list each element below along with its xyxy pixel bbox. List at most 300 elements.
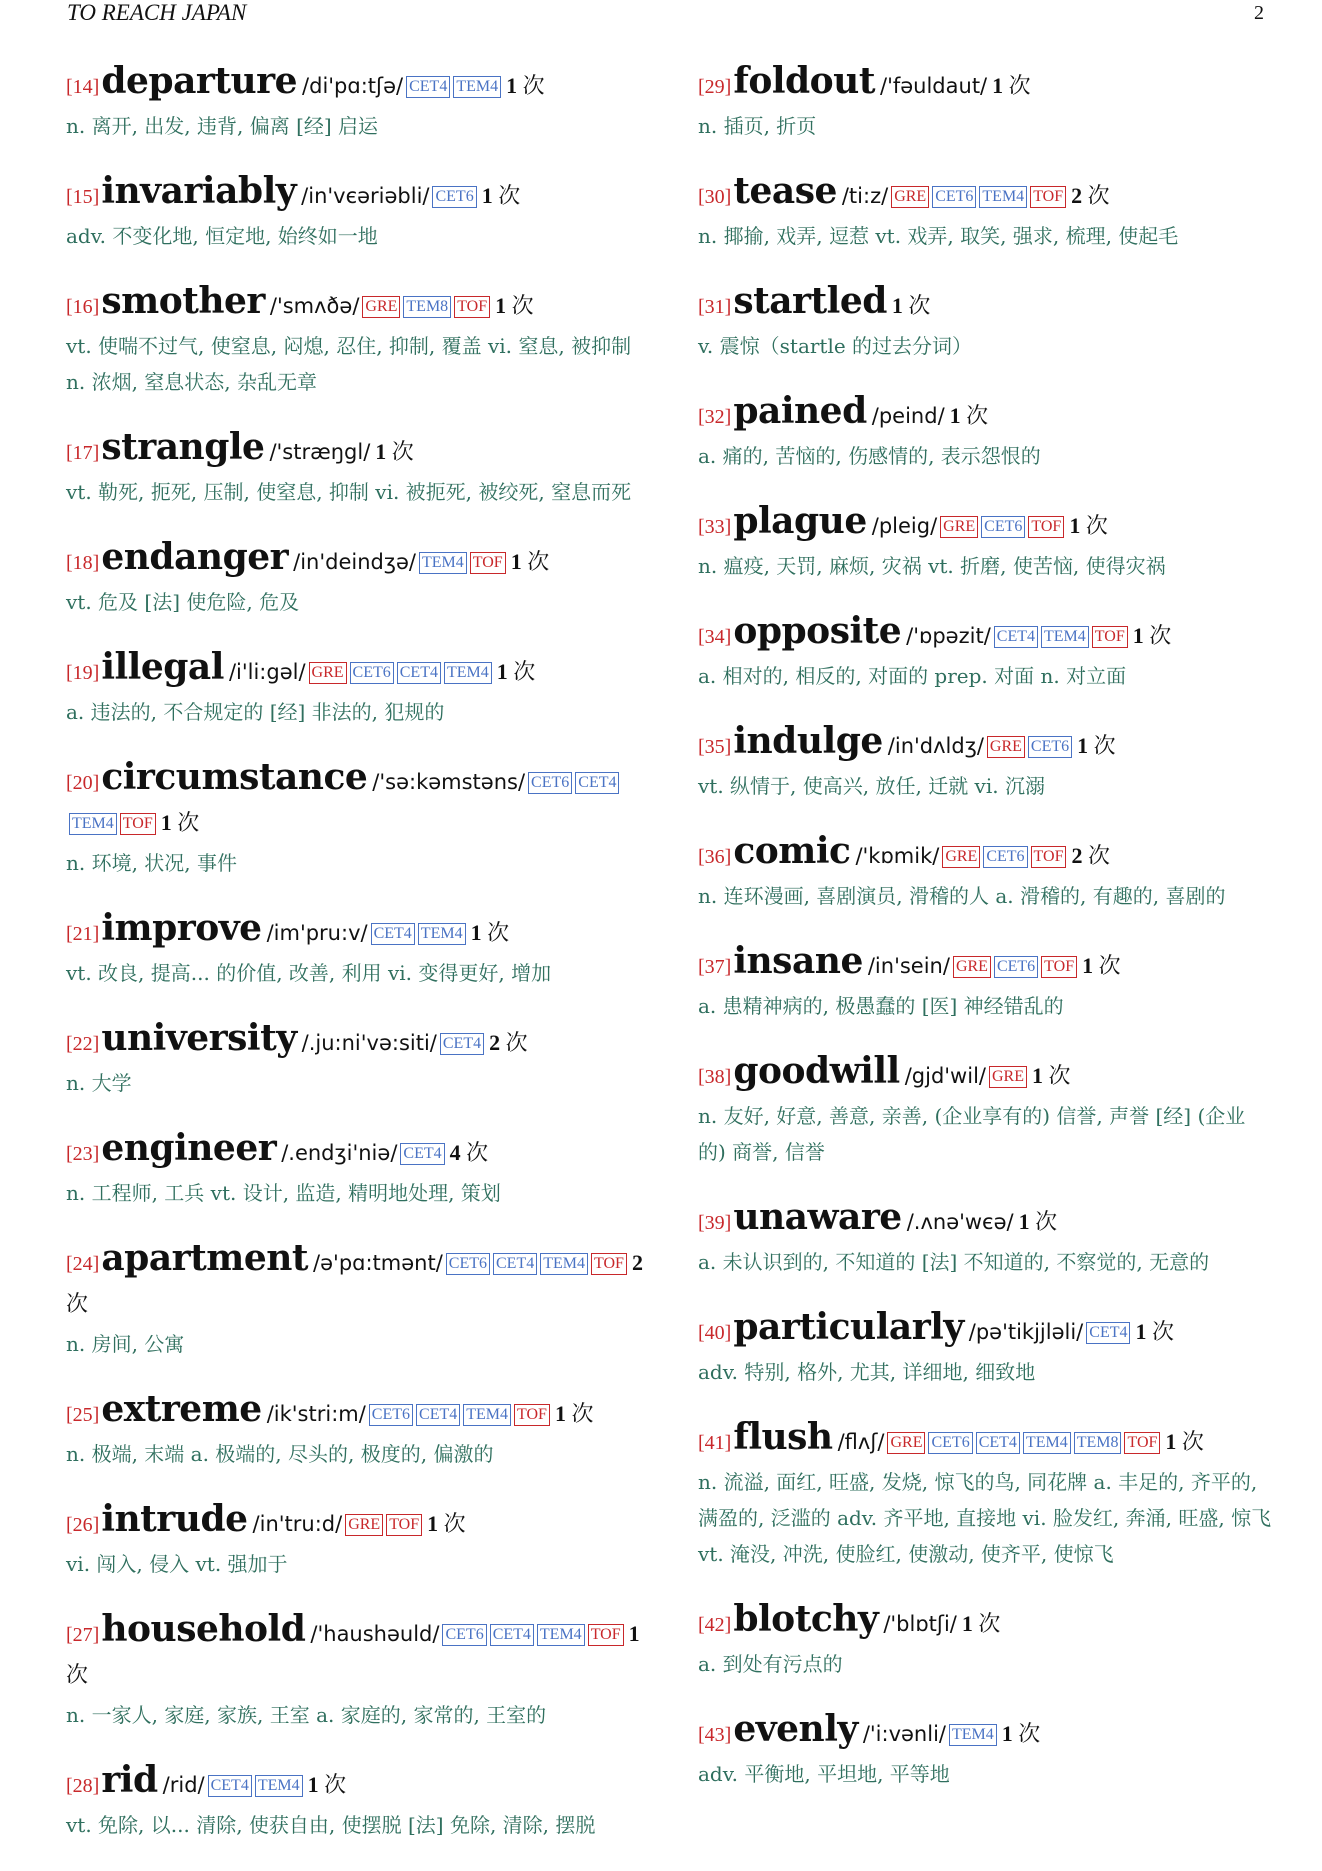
vocab-entry [698,1052,1273,1170]
frequency-unit: 次 [1048,1063,1071,1088]
frequency-unit: 次 [522,73,545,98]
frequency-unit: 次 [527,549,550,574]
exam-tag: CET6 [528,772,572,794]
exam-tag: TEM4 [1041,626,1089,648]
entry-headline [698,612,1273,658]
frequency-unit: 次 [1093,733,1116,758]
entry-headline [66,909,648,955]
entry-index: [18] [66,552,100,574]
exam-tag: GRE [987,736,1025,758]
headword: evenly [733,1708,858,1750]
frequency [992,73,1031,98]
definition: vi. 闯入, 侵入 vt. 强加于 [66,1552,288,1576]
phonetic: /in'dʌldʒ/ [887,734,984,758]
headword: comic [733,830,851,872]
headword: university [101,1017,297,1059]
frequency-count: 1 [1069,513,1081,538]
vocab-entry [66,648,648,730]
frequency-count: 1 [307,1772,319,1797]
frequency-unit: 次 [1149,623,1172,648]
frequency-count: 2 [1071,843,1083,868]
exam-tag: CET4 [440,1033,484,1055]
entry-headline [66,1761,648,1807]
exam-tag: TEM4 [540,1253,588,1275]
frequency-count: 1 [427,1511,439,1536]
frequency-count: 1 [1077,733,1089,758]
entry-headline [66,758,648,845]
definition: n. 大学 [66,1071,132,1095]
headword: strangle [101,426,265,468]
phonetic: /'blɒtʃi/ [883,1612,957,1636]
entry-index: [37] [698,956,732,978]
headword: smother [101,280,265,322]
phonetic: /flʌʃ/ [837,1430,885,1454]
frequency-unit: 次 [66,1291,89,1316]
frequency-unit: 次 [1087,843,1110,868]
phonetic: /'haushəuld/ [310,1622,440,1646]
definition: adv. 不变化地, 恒定地, 始终如一地 [66,224,378,248]
vocab-entry [698,612,1273,694]
frequency [471,920,510,945]
phonetic: /pə'tikjjləli/ [968,1320,1084,1344]
frequency-count: 1 [1082,953,1094,978]
frequency-count: 1 [506,73,518,98]
frequency [308,1772,347,1797]
exam-tag: TOF [1030,186,1066,208]
phonetic: /'stræŋgl/ [269,440,371,464]
headword: indulge [733,720,883,762]
entry-index: [42] [698,1614,732,1636]
exam-tag: TEM4 [255,1775,303,1797]
exam-tag: TOF [1028,516,1064,538]
vocab-entry [698,62,1273,144]
vocab-entry [698,392,1273,474]
headword: rid [101,1759,158,1801]
exam-tag: CET4 [493,1253,537,1275]
entry-index: [32] [698,406,732,428]
definition: n. 离开, 出发, 违背, 偏离 [经] 启运 [66,114,379,138]
frequency-unit: 次 [1035,1209,1058,1234]
frequency-count: 1 [510,549,522,574]
frequency [511,549,550,574]
vocab-entry [66,1129,648,1211]
exam-tag: GRE [989,1066,1027,1088]
headword: extreme [101,1388,262,1430]
exam-tag: GRE [362,296,400,318]
phonetic: /'fəuldaut/ [880,74,988,98]
phonetic: /rid/ [162,1773,205,1797]
frequency-count: 1 [160,810,172,835]
definition: vt. 纵情于, 使高兴, 放任, 迁就 vi. 沉溺 [698,774,1045,798]
entry-index: [25] [66,1404,100,1426]
phonetic: /in'vєəriəbli/ [301,184,430,208]
frequency-count: 1 [554,1401,566,1426]
phonetic: /in'tru:d/ [252,1512,343,1536]
vocab-entry [66,172,648,254]
headword: plague [733,500,867,542]
frequency-unit: 次 [908,293,931,318]
exam-tag: TEM4 [1023,1432,1071,1454]
exam-tag: CET6 [446,1253,490,1275]
vocab-entry [698,1198,1273,1280]
exam-tag: TOF [470,552,506,574]
entry-index: [40] [698,1322,732,1344]
entry-headline [66,1019,648,1065]
frequency-unit: 次 [978,1611,1001,1636]
frequency [962,1611,1001,1636]
frequency-unit: 次 [66,1662,89,1687]
exam-tag: TEM8 [1074,1432,1122,1454]
vocab-entry [698,832,1273,914]
frequency-count: 1 [1165,1429,1177,1454]
phonetic: /ti:z/ [841,184,889,208]
frequency-count: 2 [631,1250,643,1275]
frequency [1071,843,1110,868]
frequency-count: 2 [489,1030,501,1055]
headword: apartment [101,1237,309,1279]
entry-headline [698,502,1273,548]
entry-index: [30] [698,186,732,208]
entry-index: [20] [66,772,100,794]
phonetic: /im'pru:v/ [266,921,368,945]
frequency [1032,1063,1071,1088]
headword: startled [733,280,887,322]
vocab-entry [698,282,1273,364]
definition: a. 未认识到的, 不知道的 [法] 不知道的, 不察觉的, 无意的 [698,1250,1210,1274]
definition: vt. 勒死, 扼死, 压制, 使窒息, 抑制 vi. 被扼死, 被绞死, 窒息而死 [66,480,632,504]
vocab-entry [698,172,1273,254]
phonetic: /'kɒmik/ [855,844,940,868]
frequency-unit: 次 [1181,1429,1204,1454]
entry-index: [22] [66,1033,100,1055]
exam-tag: TOF [1031,846,1067,868]
exam-tag: CET6 [369,1404,413,1426]
vocab-entry [66,1761,648,1843]
definition: a. 相对的, 相反的, 对面的 prep. 对面 n. 对立面 [698,664,1127,688]
exam-tag: TOF [120,813,156,835]
frequency-count: 1 [992,73,1004,98]
exam-tag: CET4 [1086,1322,1130,1344]
vocab-entry [66,282,648,400]
headword: tease [733,170,837,212]
entry-headline [66,172,648,218]
exam-tag: GRE [891,186,929,208]
entry-index: [39] [698,1212,732,1234]
entry-headline [698,1052,1273,1098]
entry-headline [66,282,648,328]
headword: pained [733,390,867,432]
page-number: 2 [1254,2,1264,24]
headword: endanger [101,536,289,578]
entry-headline [66,1390,648,1436]
entry-index: [24] [66,1253,100,1275]
vocab-entry [698,1600,1273,1682]
entry-index: [43] [698,1724,732,1746]
frequency [427,1511,466,1536]
definition: n. 连环漫画, 喜剧演员, 滑稽的人 a. 滑稽的, 有趣的, 喜剧的 [698,884,1226,908]
frequency [161,810,200,835]
definition: a. 患精神病的, 极愚蠢的 [医] 神经错乱的 [698,994,1064,1018]
exam-tag: TEM4 [949,1724,997,1746]
frequency [450,1140,489,1165]
exam-tag: GRE [940,516,978,538]
right-column [698,62,1273,1820]
phonetic: /ik'stri:m/ [266,1402,366,1426]
exam-tag: CET4 [208,1775,252,1797]
phonetic: /gjd'wil/ [904,1064,986,1088]
exam-tag: TOF [1092,626,1128,648]
exam-tag: CET4 [397,662,441,684]
frequency [1165,1429,1204,1454]
exam-tag: TOF [514,1404,550,1426]
frequency-count: 1 [375,439,387,464]
frequency-count: 2 [1071,183,1083,208]
frequency [1071,183,1110,208]
exam-tag: TEM4 [979,186,1027,208]
headword: unaware [733,1196,902,1238]
headword: household [101,1608,306,1650]
entry-headline [698,942,1273,988]
vocab-entry [698,502,1273,584]
exam-tag: GRE [887,1432,925,1454]
entry-headline [698,282,1273,328]
frequency-count: 1 [1018,1209,1030,1234]
phonetic: /'i:vənli/ [862,1722,946,1746]
definition: n. 极端, 末端 a. 极端的, 尽头的, 极度的, 偏激的 [66,1442,494,1466]
entry-index: [16] [66,296,100,318]
frequency [1133,623,1172,648]
entry-headline [698,722,1273,768]
frequency-count: 1 [481,183,493,208]
frequency-unit: 次 [1087,183,1110,208]
entry-headline [66,1239,648,1326]
entry-headline [698,1418,1273,1464]
exam-tag: CET6 [983,846,1027,868]
vocab-entry [66,62,648,144]
frequency-unit: 次 [177,810,200,835]
headword: particularly [733,1306,964,1348]
definition: a. 痛的, 苦恼的, 伤感情的, 表示怨恨的 [698,444,1041,468]
frequency-unit: 次 [466,1140,489,1165]
frequency [506,73,545,98]
definition: vt. 使喘不过气, 使窒息, 闷熄, 忍住, 抑制, 覆盖 vi. 窒息, 被抑制 n. 浓烟, 窒息状态, 杂乱无章 [66,334,632,394]
entry-headline [66,538,648,584]
frequency-unit: 次 [443,1511,466,1536]
exam-tag: TOF [588,1624,624,1646]
headword: departure [101,60,298,102]
definition: n. 瘟疫, 天罚, 麻烦, 灾祸 vt. 折磨, 使苦恼, 使得灾祸 [698,554,1166,578]
frequency-count: 1 [1135,1319,1147,1344]
exam-tag: CET6 [442,1624,486,1646]
frequency-count: 1 [470,920,482,945]
exam-tag: CET6 [932,186,976,208]
exam-tag: TOF [591,1253,627,1275]
headword: engineer [101,1127,277,1169]
frequency [489,1030,528,1055]
vocab-entry [66,428,648,510]
exam-tag: CET4 [490,1624,534,1646]
entry-headline [66,648,648,694]
headword: flush [733,1416,833,1458]
frequency-unit: 次 [1008,73,1031,98]
frequency-unit: 次 [1018,1721,1041,1746]
entry-index: [29] [698,76,732,98]
exam-tag: TEM4 [537,1624,585,1646]
entry-headline [66,1500,648,1546]
headword: blotchy [733,1598,879,1640]
exam-tag: CET4 [406,76,450,98]
exam-tag: TOF [1041,956,1077,978]
exam-tag: CET4 [371,923,415,945]
frequency-count: 1 [1031,1063,1043,1088]
frequency-unit: 次 [498,183,521,208]
frequency-count: 1 [949,403,961,428]
frequency-count: 4 [449,1140,461,1165]
entry-index: [14] [66,76,100,98]
entry-headline [698,172,1273,218]
headword: insane [733,940,863,982]
entry-headline [698,1308,1273,1354]
entry-headline [698,62,1273,108]
exam-tag: CET4 [400,1143,444,1165]
phonetic: /in'deindʒə/ [293,550,416,574]
exam-tag: CET6 [432,186,476,208]
frequency-unit: 次 [1151,1319,1174,1344]
entry-index: [36] [698,846,732,868]
frequency-unit: 次 [966,403,989,428]
headword: invariably [101,170,297,212]
exam-tag: CET6 [350,662,394,684]
frequency [1002,1721,1041,1746]
vocab-entry [698,1308,1273,1390]
phonetic: /.endʒi'niə/ [281,1141,398,1165]
exam-tag: TEM4 [453,76,501,98]
exam-tag: GRE [345,1514,383,1536]
frequency-count: 1 [961,1611,973,1636]
exam-tag: TEM4 [418,923,466,945]
frequency [1135,1319,1174,1344]
frequency-unit: 次 [1085,513,1108,538]
frequency-count: 1 [1001,1721,1013,1746]
definition: n. 一家人, 家庭, 家族, 王室 a. 家庭的, 家常的, 王室的 [66,1703,547,1727]
headword: improve [101,907,262,949]
frequency-count: 1 [1132,623,1144,648]
headword: foldout [733,60,875,102]
frequency [1069,513,1108,538]
exam-tag: CET4 [575,772,619,794]
entry-index: [26] [66,1514,100,1536]
frequency [375,439,414,464]
vocab-entry [66,538,648,620]
definition: vt. 危及 [法] 使危险, 危及 [66,590,300,614]
frequency-count: 1 [891,293,903,318]
frequency [495,293,534,318]
phonetic: /'smʌðə/ [269,294,360,318]
exam-tag: TOF [454,296,490,318]
phonetic: /'ɒpəzit/ [906,624,991,648]
definition: n. 插页, 折页 [698,114,817,138]
frequency-unit: 次 [571,1401,594,1426]
headword: illegal [101,646,224,688]
headword: intrude [101,1498,248,1540]
phonetic: /ə'pɑ:tmənt/ [313,1251,443,1275]
exam-tag: GRE [953,956,991,978]
frequency [1019,1209,1058,1234]
phonetic: /peind/ [871,404,945,428]
entry-index: [31] [698,296,732,318]
definition: adv. 特别, 格外, 尤其, 详细地, 细致地 [698,1360,1036,1384]
definition: n. 流溢, 面红, 旺盛, 发烧, 惊飞的鸟, 同花牌 a. 丰足的, 齐平的, 满盈的, 泛滥的 adv. 齐平地, 直接地 vi. 脸发红, 奔涌, 旺盛, 惊飞 vt. 淹没, 冲洗, 使脸红, 使激动, 使齐平, 使惊飞 [698,1470,1272,1566]
frequency-count: 1 [628,1621,640,1646]
phonetic: /in'sein/ [867,954,950,978]
entry-headline [698,1710,1273,1756]
entry-index: [28] [66,1775,100,1797]
entry-headline [66,428,648,474]
exam-tag: CET4 [994,626,1038,648]
vocab-entry [66,1239,648,1362]
entry-index: [41] [698,1432,732,1454]
definition: a. 违法的, 不合规定的 [经] 非法的, 犯规的 [66,700,445,724]
entry-index: [21] [66,923,100,945]
entry-index: [15] [66,186,100,208]
exam-tag: CET6 [1028,736,1072,758]
definition: n. 房间, 公寓 [66,1332,185,1356]
entry-headline [698,392,1273,438]
definition: n. 友好, 好意, 善意, 亲善, (企业享有的) 信誉, 声誉 [经] (企业的) 商誉, 信誉 [698,1104,1246,1164]
frequency [950,403,989,428]
exam-tag: TEM4 [419,552,467,574]
entry-index: [33] [698,516,732,538]
exam-tag: TOF [386,1514,422,1536]
frequency-unit: 次 [513,659,536,684]
vocab-entry [66,1500,648,1582]
frequency-count: 1 [496,659,508,684]
frequency [892,293,931,318]
entry-index: [23] [66,1143,100,1165]
entry-index: [19] [66,662,100,684]
phonetic: /'sə:kəmstəns/ [372,770,526,794]
exam-tag: TEM4 [463,1404,511,1426]
vocab-entry [698,942,1273,1024]
entry-headline [698,1198,1273,1244]
headword: circumstance [101,756,368,798]
exam-tag: CET4 [976,1432,1020,1454]
frequency-unit: 次 [391,439,414,464]
phonetic: /i'li:gəl/ [228,660,306,684]
definition: vt. 免除, 以... 清除, 使获自由, 使摆脱 [法] 免除, 清除, 摆脱 [66,1813,596,1837]
exam-tag: GRE [309,662,347,684]
vocab-entry [66,1019,648,1101]
exam-tag: TEM4 [444,662,492,684]
phonetic: /di'pɑ:tʃə/ [302,74,404,98]
phonetic: /pleig/ [871,514,938,538]
exam-tag: CET4 [416,1404,460,1426]
running-head: TO REACH JAPAN [67,0,247,25]
frequency [482,183,521,208]
vocab-entry [66,1610,648,1733]
vocab-entry [66,1390,648,1472]
frequency [1077,733,1116,758]
definition: a. 到处有污点的 [698,1652,843,1676]
entry-index: [38] [698,1066,732,1088]
vocab-entry [698,1418,1273,1572]
exam-tag: CET6 [981,516,1025,538]
frequency-unit: 次 [505,1030,528,1055]
exam-tag: GRE [942,846,980,868]
entry-index: [27] [66,1624,100,1646]
definition: n. 工程师, 工兵 vt. 设计, 监造, 精明地处理, 策划 [66,1181,501,1205]
entry-index: [17] [66,442,100,464]
